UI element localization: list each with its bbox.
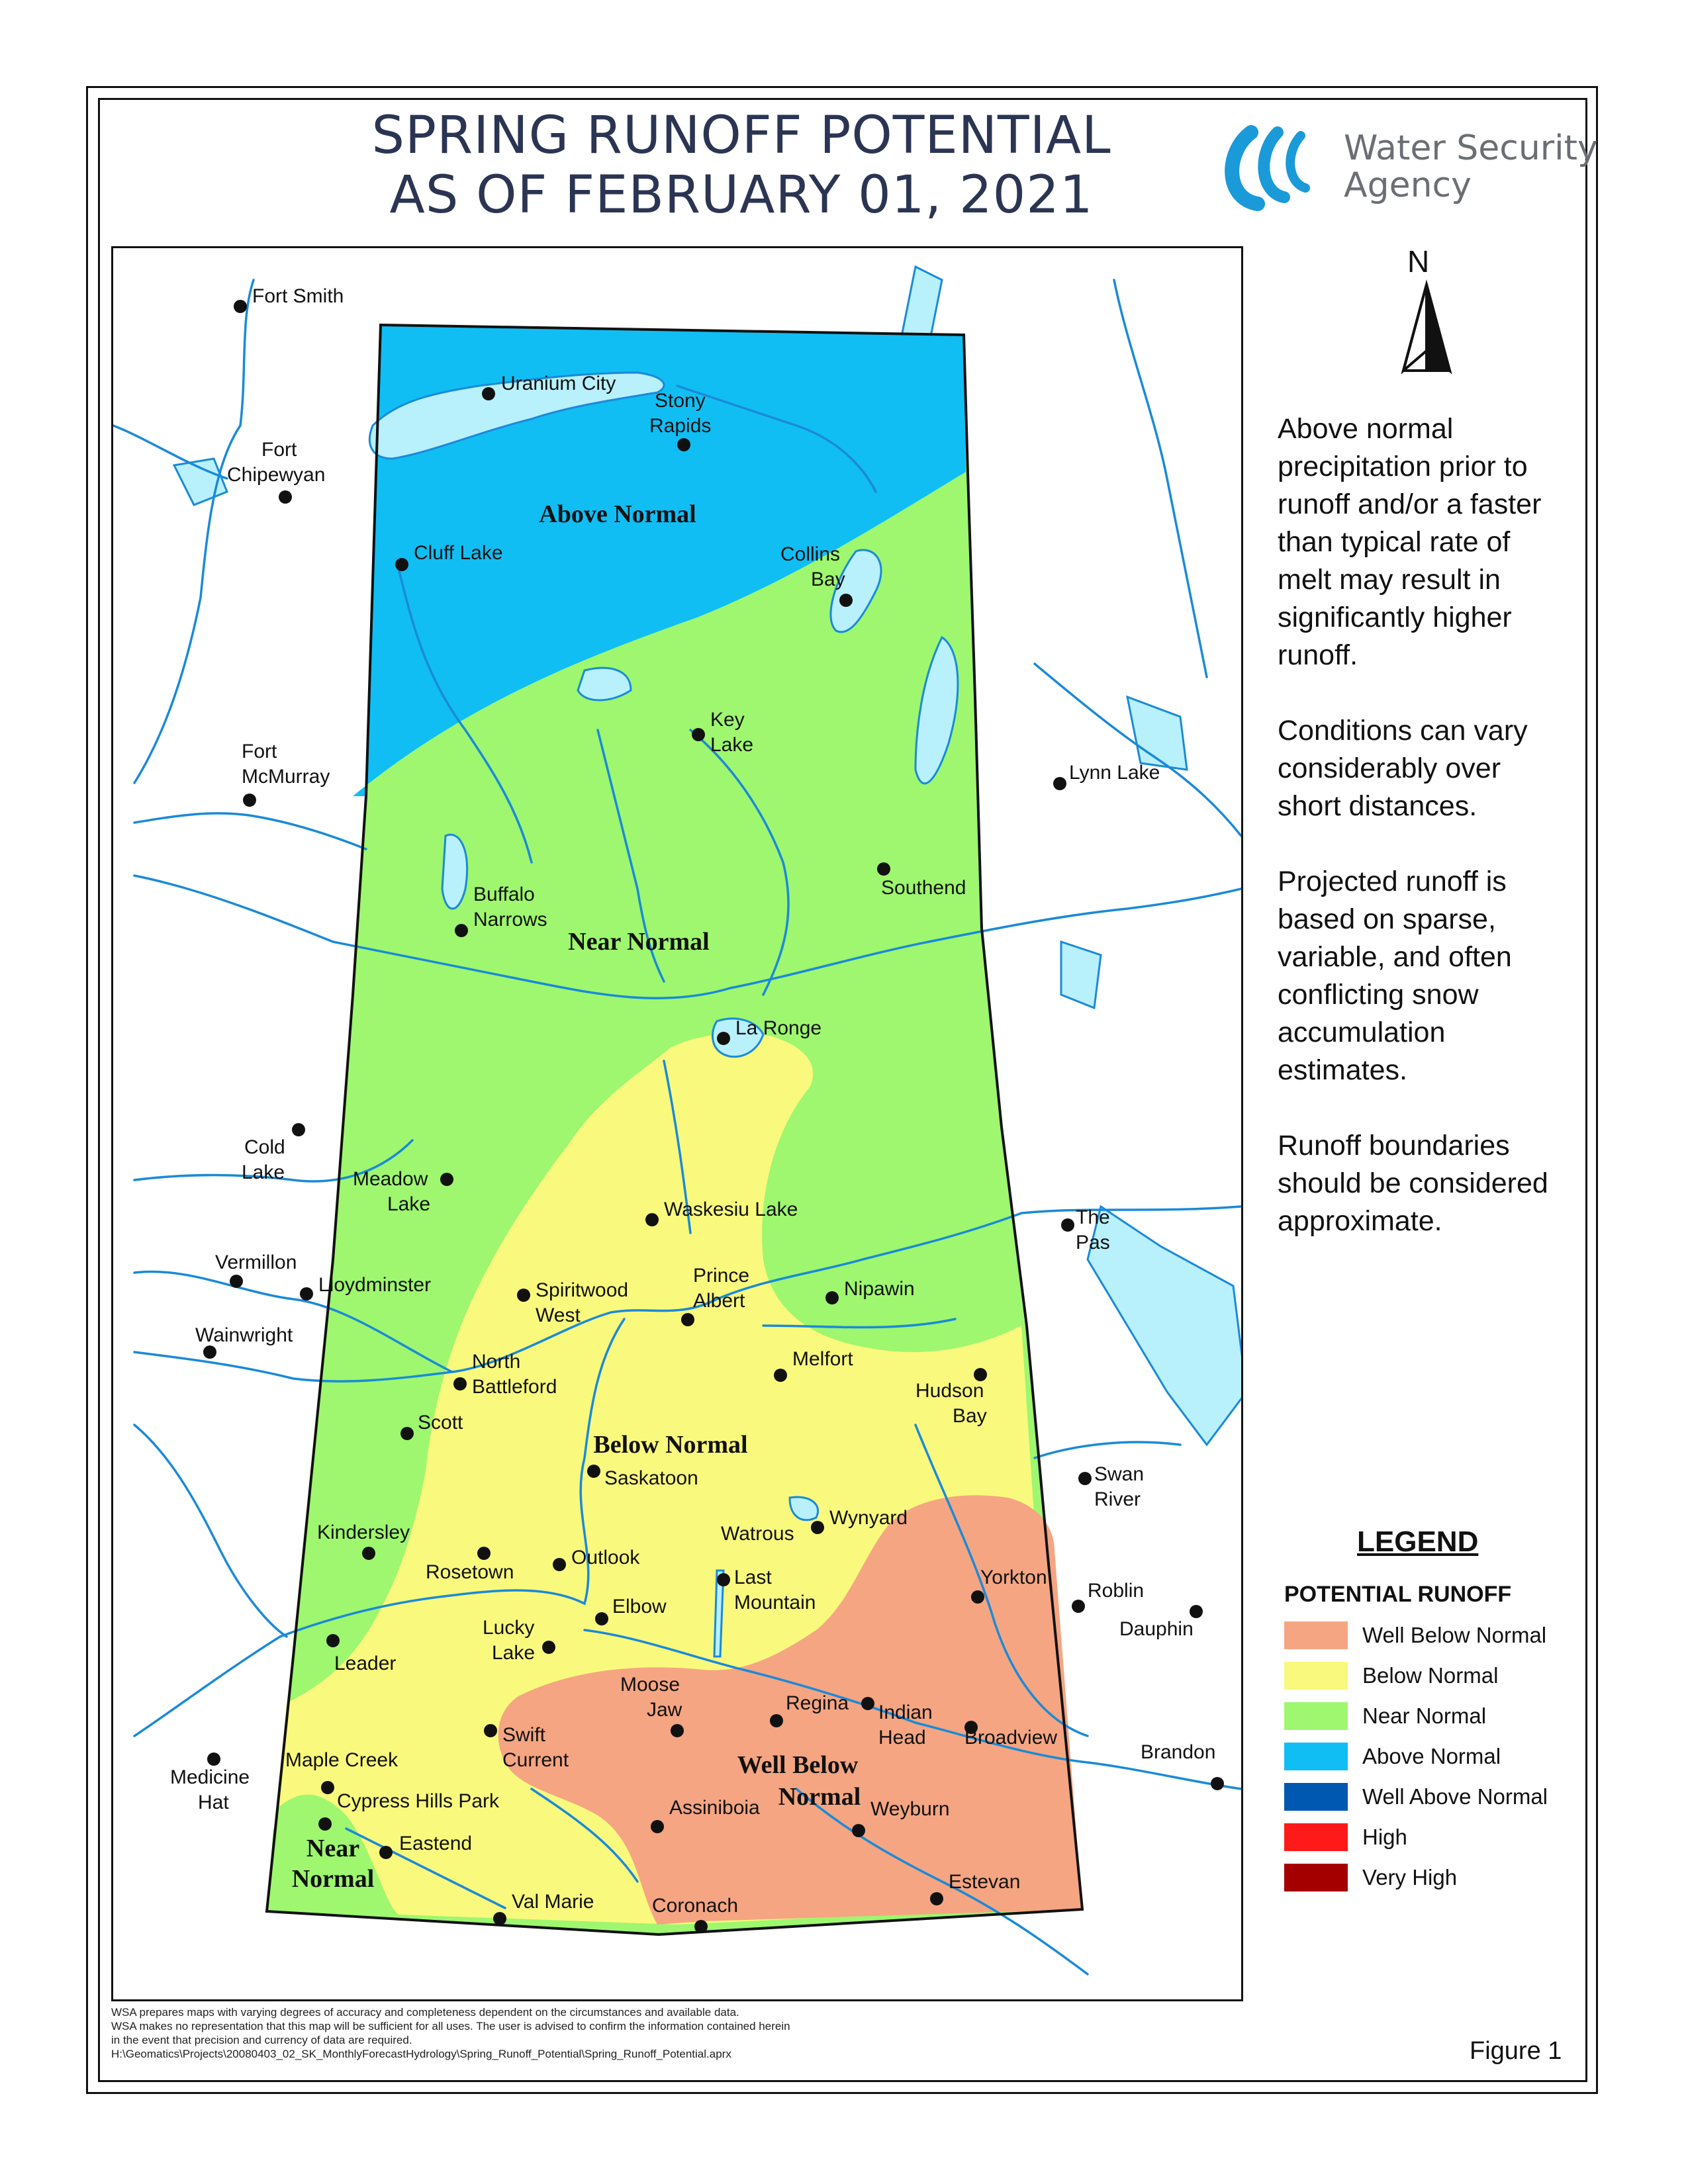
disclaimer-line-2: WSA makes no representation that this map will be sufficient for all uses. The user is advised to confirm the information contained herein [111, 2020, 790, 2032]
legend-label: High [1362, 1825, 1407, 1849]
disclaimer-line-3: in the event that precision and currency of data are required. [111, 2034, 412, 2046]
town-dot [477, 1547, 491, 1560]
label-well-below-normal-1: Well Below [737, 1751, 859, 1779]
town-dot [1211, 1777, 1224, 1790]
town-label: Rosetown [426, 1561, 514, 1583]
legend-swatch [1284, 1743, 1348, 1770]
town-dot [292, 1123, 305, 1136]
town-label: Medicine [170, 1766, 250, 1788]
legend-swatch [1284, 1621, 1348, 1649]
north-arrow-icon [1397, 245, 1456, 377]
map-title-line1: SPRING RUNOFF POTENTIAL [371, 106, 1111, 165]
town-dot [362, 1547, 375, 1560]
disclaimer-line-1: WSA prepares maps with varying degrees of accuracy and completeness dependent on the circumstances and available data. [111, 2006, 739, 2019]
town-label: Lake [492, 1642, 536, 1664]
town-label: Meadow [353, 1168, 428, 1190]
town-dot [770, 1714, 783, 1727]
town-label: Dauphin [1119, 1618, 1194, 1640]
cree-lake [578, 668, 631, 700]
town-dot [861, 1697, 874, 1710]
town-label: Mountain [734, 1592, 816, 1614]
town-label: Lake [387, 1193, 431, 1215]
town-label: McMurray [242, 766, 330, 788]
town-label: Prince [693, 1265, 750, 1287]
town-label: Elbow [612, 1596, 667, 1617]
town-label: Nipawin [844, 1278, 915, 1300]
legend-swatch [1284, 1702, 1348, 1730]
town-dot [453, 1377, 467, 1390]
town-label: Coronach [652, 1895, 739, 1917]
town-dot [243, 794, 256, 807]
town-label: Current [502, 1749, 569, 1771]
map-frame [111, 246, 1243, 2001]
legend-swatch [1284, 1823, 1348, 1851]
town-label: Maple Creek [285, 1749, 399, 1771]
note-3: Projected runoff is based on sparse, variable, and often conflicting snow accumulation estimates. [1278, 866, 1512, 1086]
town-label: Eastend [399, 1833, 473, 1854]
churchill-lake [442, 835, 467, 909]
town-dot [1190, 1605, 1203, 1618]
town-dot [877, 862, 890, 876]
logo-line2: Agency [1344, 165, 1472, 205]
legend-label: Near Normal [1362, 1704, 1487, 1728]
town-label: Kindersley [317, 1522, 410, 1543]
town-label: Cold [244, 1136, 285, 1158]
red-deer-river [134, 1425, 287, 1637]
town-label: Broadview [964, 1727, 1058, 1749]
town-dot [321, 1781, 334, 1794]
town-label: Lucky [483, 1617, 535, 1639]
label-below-normal: Below Normal [593, 1431, 748, 1459]
legend-title: LEGEND [1357, 1525, 1479, 1558]
town-dot [651, 1820, 664, 1833]
town-dot [517, 1289, 530, 1302]
map-title-line2: AS OF FEBRUARY 01, 2021 [389, 165, 1094, 225]
north-label: N [1407, 244, 1430, 279]
town-dot [400, 1427, 414, 1440]
town-label: Cypress Hills Park [337, 1790, 500, 1812]
town-dot [542, 1641, 555, 1654]
town-dot [318, 1817, 332, 1831]
town-label: Watrous [721, 1523, 794, 1545]
town-dot [595, 1612, 608, 1625]
town-label: Cluff Lake [414, 542, 503, 564]
town-label: Lake [242, 1161, 285, 1183]
town-dot [692, 728, 705, 741]
legend-label: Very High [1362, 1865, 1458, 1889]
town-dot [326, 1634, 340, 1647]
town-dot [825, 1291, 839, 1304]
label-above-normal: Above Normal [539, 500, 696, 528]
water-drop-icon [1232, 132, 1305, 204]
town-label: Vermillon [215, 1251, 297, 1273]
label-near-normal: Near Normal [568, 928, 710, 956]
town-dot [811, 1521, 824, 1534]
legend-label: Below Normal [1362, 1663, 1499, 1688]
town-label: Rapids [649, 415, 712, 437]
town-dot [930, 1892, 943, 1905]
town-label: Hat [198, 1792, 229, 1813]
town-label: Assiniboia [669, 1797, 760, 1819]
town-dot [379, 1846, 393, 1859]
town-label: Head [878, 1727, 926, 1749]
town-label: Bay [953, 1405, 987, 1427]
town-label: Swan [1094, 1463, 1145, 1485]
town-dot [645, 1213, 659, 1226]
town-label: Val Marie [512, 1891, 594, 1913]
town-dot [482, 387, 495, 400]
town-label: La Ronge [735, 1017, 822, 1039]
town-label: Buffalo [473, 884, 535, 905]
town-label: The [1076, 1206, 1110, 1228]
town-label: Last [734, 1567, 772, 1588]
town-label: Moose [620, 1674, 680, 1696]
town-dot [1072, 1600, 1085, 1613]
town-label: Pas [1076, 1232, 1110, 1253]
town-dot [677, 438, 690, 451]
town-dot [493, 1912, 506, 1925]
note-4: Runoff boundaries should be considered approximate. [1278, 1130, 1548, 1237]
town-label: North [472, 1351, 521, 1373]
legend-swatch [1284, 1783, 1348, 1811]
town-label: Southend [881, 877, 966, 899]
town-dot [694, 1920, 708, 1933]
town-label: Hudson [915, 1380, 984, 1402]
label-near-normal-sw-2: Normal [291, 1865, 375, 1893]
town-dot [207, 1752, 220, 1766]
town-label: Narrows [473, 909, 547, 931]
town-label: Brandon [1141, 1741, 1216, 1763]
town-label: Leader [334, 1653, 397, 1674]
town-label: Albert [693, 1290, 745, 1312]
town-dot [974, 1368, 987, 1381]
town-label: Melfort [792, 1348, 853, 1370]
town-label: Jaw [647, 1699, 682, 1721]
disclaimer-line-4: H:\Geomatics\Projects\20080403_02_SK_MonthlyForecastHydrology\Spring_Runoff_Potential\Spring_Runoff_Potential.aprx [111, 2048, 731, 2060]
town-dot [717, 1573, 730, 1586]
town-label: Weyburn [870, 1798, 950, 1820]
town-dot [279, 490, 292, 504]
legend-swatch [1284, 1864, 1348, 1891]
town-dot [971, 1590, 984, 1604]
map-title [278, 106, 1205, 225]
town-label: Swift [502, 1724, 546, 1746]
town-label: Lynn Lake [1069, 762, 1160, 784]
note-2: Conditions can vary considerably over short distances. [1278, 715, 1528, 822]
logo-text [1344, 130, 1598, 204]
label-well-below-normal-2: Normal [778, 1783, 861, 1811]
town-dot [234, 300, 247, 313]
town-label: Yorkton [980, 1567, 1047, 1588]
town-label: Lake [710, 734, 754, 756]
town-label: Battleford [472, 1376, 557, 1398]
town-label: Collins [780, 543, 841, 565]
town-label: Bay [811, 569, 845, 590]
clearwater-river [134, 813, 366, 849]
town-dot [839, 594, 853, 607]
town-label: Regina [786, 1692, 849, 1714]
town-label: Outlook [571, 1547, 640, 1569]
town-dot [455, 924, 468, 937]
town-label: Saskatoon [604, 1467, 698, 1489]
disclaimer [111, 2005, 1104, 2061]
town-label: Waskesiu Lake [664, 1199, 798, 1220]
town-label: Spiritwood [536, 1279, 629, 1301]
logo-line1: Water Security [1344, 128, 1598, 168]
town-dot [774, 1369, 787, 1382]
town-label: Key [710, 709, 745, 731]
legend-label: Above Normal [1362, 1744, 1501, 1768]
town-dot [1078, 1472, 1092, 1485]
town-label: Estevan [949, 1871, 1021, 1893]
legend-label: Well Above Normal [1362, 1784, 1548, 1809]
label-near-normal-sw-1: Near [306, 1835, 360, 1862]
town-label: Lloydminster [318, 1274, 432, 1296]
town-dot [1053, 777, 1066, 790]
town-dot [395, 558, 408, 571]
notes-panel [1278, 410, 1569, 1278]
town-dot [587, 1465, 600, 1478]
town-dot [203, 1345, 216, 1359]
town-dot [1061, 1218, 1074, 1232]
town-dot [852, 1824, 865, 1837]
town-label: Fort Smith [252, 285, 344, 307]
legend-subtitle: POTENTIAL RUNOFF [1284, 1582, 1512, 1607]
legend-swatch [1284, 1662, 1348, 1690]
map-canvas [113, 248, 1241, 1999]
swan-river [1035, 1442, 1180, 1458]
town-label: Wainwright [195, 1324, 293, 1346]
figure-label: Figure 1 [1470, 2037, 1562, 2065]
town-label: Roblin [1088, 1580, 1145, 1602]
town-dot [230, 1275, 243, 1288]
red-river [1114, 280, 1207, 677]
town-label: Indian [878, 1702, 933, 1723]
town-dot [553, 1558, 566, 1571]
town-label: Stony [655, 390, 706, 412]
town-label: Wynyard [829, 1507, 908, 1529]
town-label: Fort [261, 439, 297, 461]
town-label: River [1094, 1488, 1141, 1510]
town-label: Scott [418, 1412, 463, 1433]
town-dot [671, 1724, 684, 1737]
town-dot [484, 1724, 497, 1737]
town-label: Uranium City [501, 373, 616, 394]
town-dot [440, 1173, 453, 1186]
town-dot [300, 1287, 313, 1300]
town-dot [681, 1313, 694, 1326]
legend-label: Well Below Normal [1362, 1623, 1547, 1647]
town-label: Chipewyan [227, 464, 326, 486]
town-label: Fort [242, 741, 277, 762]
note-1: Above normal precipitation prior to runoff and/or a faster than typical rate of melt may result in significantly higher runoff. [1278, 413, 1542, 671]
town-label: West [536, 1304, 581, 1326]
town-dot [717, 1032, 730, 1045]
